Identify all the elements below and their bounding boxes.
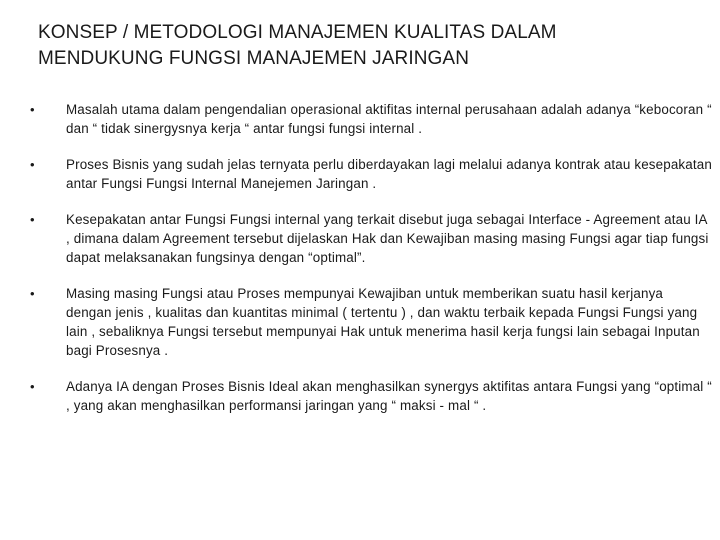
bullet-text: Masing masing Fungsi atau Proses mempunyai Kewajiban untuk memberikan suatu hasil kerjanya dengan jenis , kualitas dan kuantitas minimal ( tertentu ) , dan waktu terbaik kepada Fungsi Fungsi yang lain , sebaliknya Fungsi tersebut mempunyai Hak untuk menerima hasil kerja fungsi lain sebagai Inputan bagi Prosesnya . (66, 286, 700, 358)
title-line-2: MENDUKUNG FUNGSI MANAJEMEN JARINGAN (38, 48, 470, 69)
bullet-item (30, 210, 712, 267)
title-line-1: KONSEP / METODOLOGI MANAJEMEN KUALITAS DALAM (38, 22, 557, 43)
bullet-icon: • (30, 212, 35, 227)
bullet-icon: • (30, 379, 35, 394)
bullet-icon: • (30, 286, 35, 301)
bullet-item (30, 155, 712, 193)
bullet-text: Adanya IA dengan Proses Bisnis Ideal akan menghasilkan synergys aktifitas antara Fungsi yang “optimal “ , yang akan menghasilkan performansi jaringan yang “ maksi - mal “ . (66, 379, 712, 413)
bullet-item (30, 100, 712, 138)
bullet-icon: • (30, 102, 35, 117)
bullet-item (30, 377, 712, 415)
bullet-item (30, 284, 712, 360)
bullet-icon: • (30, 157, 35, 172)
bullet-text: Proses Bisnis yang sudah jelas ternyata perlu diberdayakan lagi melalui adanya kontrak atau kesepakatan antar Fungsi Fungsi Internal Manejemen Jaringan . (66, 157, 712, 191)
bullet-text: Kesepakatan antar Fungsi Fungsi internal yang terkait disebut juga sebagai Interface - Agreement atau IA , dimana dalam Agreement tersebut dijelaskan Hak dan Kewajiban masing masing Fungsi agar tiap fungsi dapat melaksanakan fungsinya dengan “optimal”. (66, 212, 709, 265)
bullet-text: Masalah utama dalam pengendalian operasional aktifitas internal perusahaan adalah adanya “kebocoran “ dan “ tidak sinergysnya kerja “ antar fungsi fungsi internal . (66, 102, 712, 136)
slide-title (38, 20, 698, 72)
bullet-list (30, 100, 712, 432)
